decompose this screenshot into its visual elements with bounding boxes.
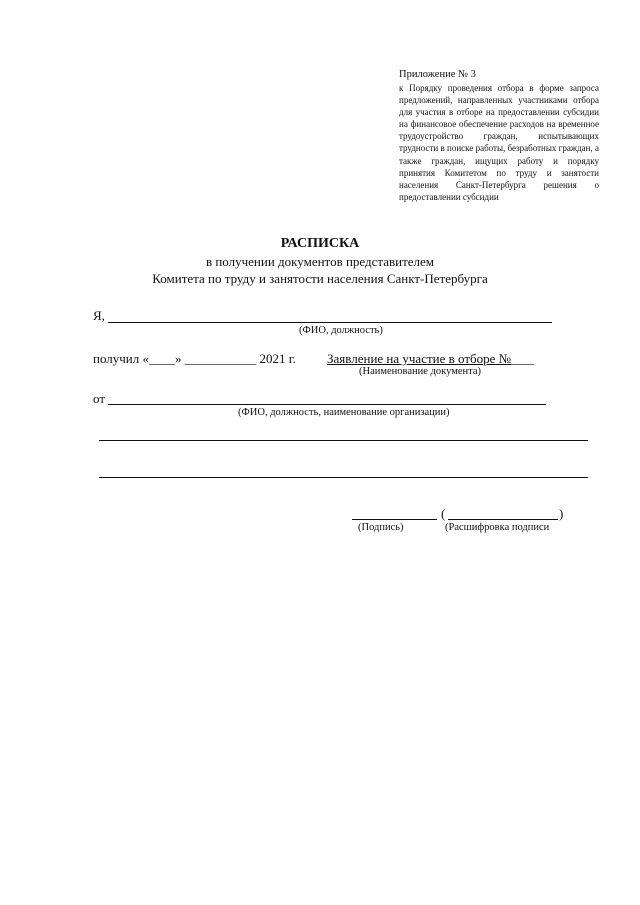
received-date-label: получил «____» ___________ 2021 г. (93, 351, 296, 366)
decode-caption: (Расшифровка подписи (445, 522, 550, 533)
decode-open-paren: ( (441, 506, 446, 521)
from-line[interactable] (108, 404, 546, 405)
document-title: РАСПИСКА (280, 236, 360, 251)
appendix-description: к Порядку проведения отбора в форме запроса предложений, направленных участниками отбора для участия в отборе на предоставлении субсидии на финансовое обеспечение расходов на временное трудоустройство граждан, испытывающих трудности в поиске работы, безработных граждан, а также граждан, ищущих работу и порядку принятия Комитетом по труду и занятости населения Санкт-Петербурга решения о предоставлении субсидии (399, 83, 599, 202)
from-label: от (93, 391, 106, 406)
decode-line[interactable] (448, 519, 558, 520)
ya-label: Я, (93, 308, 105, 323)
document-name: Заявление на участие в отборе № (327, 351, 512, 366)
signature-caption: (Подпись) (358, 522, 404, 533)
appendix-title: Приложение № 3 (399, 69, 476, 80)
blank-line-2[interactable] (99, 477, 588, 478)
document-name-caption: (Наименование документа) (359, 366, 481, 377)
from-caption: (ФИО, должность, наименование организации) (238, 407, 450, 418)
fio-position-line[interactable] (108, 322, 552, 323)
document-subtitle-line-2: Комитета по труду и занятости населения Санкт-Петербурга (152, 271, 488, 286)
signature-line[interactable] (352, 519, 437, 520)
document-number-blank[interactable]: ____ (508, 351, 534, 366)
blank-line-1[interactable] (99, 440, 588, 441)
fio-position-caption: (ФИО, должность) (299, 325, 383, 336)
document-subtitle-line-1: в получении документов представителем (205, 254, 435, 269)
decode-close-paren: ) (559, 506, 564, 521)
